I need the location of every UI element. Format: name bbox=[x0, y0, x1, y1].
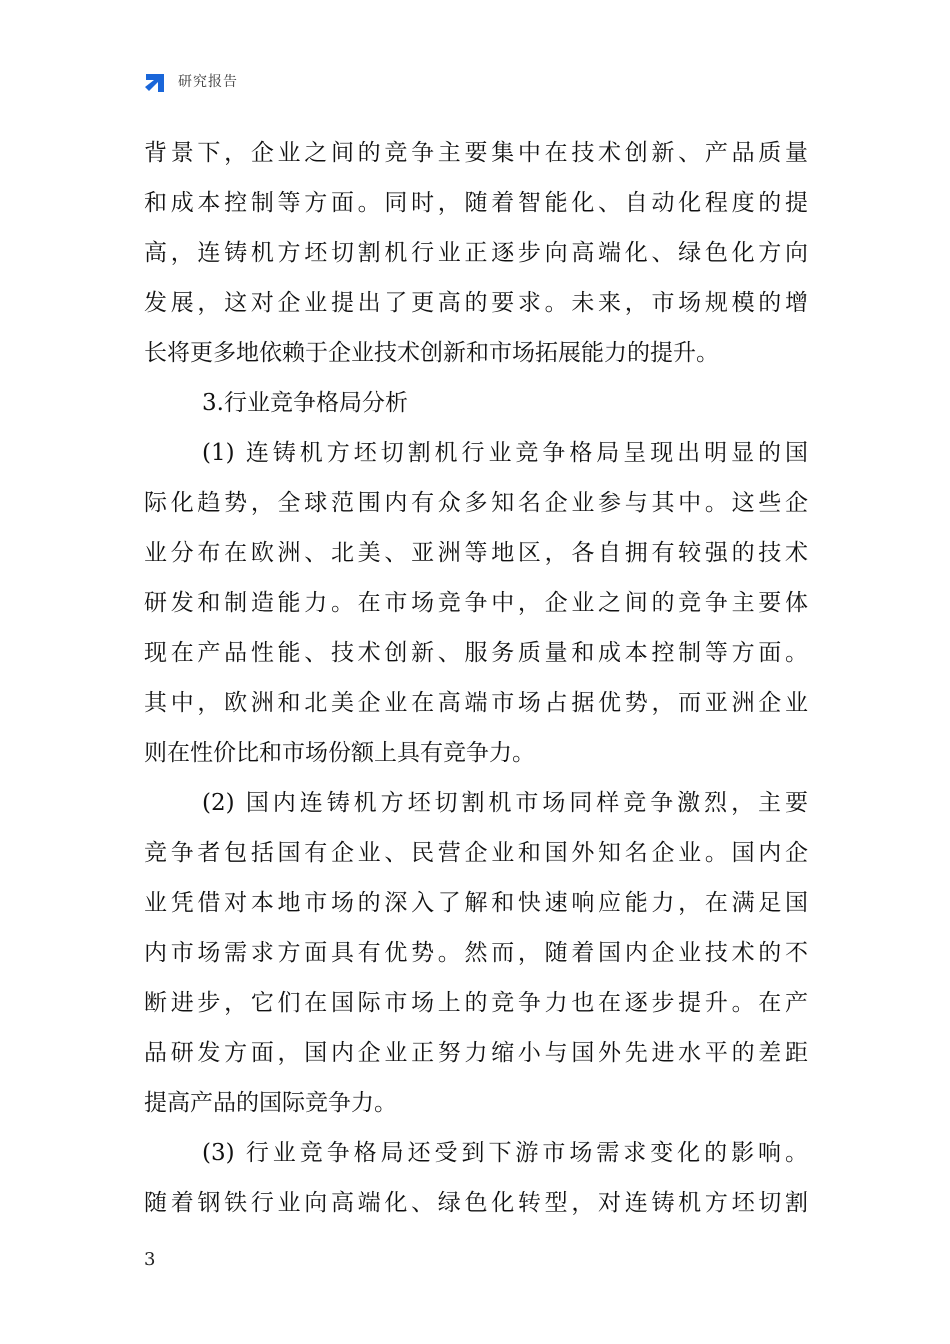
paragraph-line: 业分布在欧洲、北美、亚洲等地区，各自拥有较强的技术 bbox=[144, 540, 808, 566]
paragraph-line: 际化趋势，全球范围内有众多知名企业参与其中。这些企 bbox=[144, 490, 808, 516]
paragraph-line: 背景下，企业之间的竞争主要集中在技术创新、产品质量 bbox=[144, 140, 808, 166]
paragraph-line: 高，连铸机方坯切割机行业正逐步向高端化、绿色化方向 bbox=[144, 240, 808, 266]
brand-logo-icon bbox=[144, 68, 170, 94]
header-brand-text: 研究报告 bbox=[178, 74, 238, 90]
section-heading: 3.行业竞争格局分析 bbox=[202, 390, 408, 416]
paragraph-line: 现在产品性能、技术创新、服务质量和成本控制等方面。 bbox=[144, 640, 808, 666]
page-header bbox=[144, 66, 238, 96]
paragraph-line: 业凭借对本地市场的深入了解和快速响应能力，在满足国 bbox=[144, 890, 808, 916]
paragraph-line: (1) 连铸机方坯切割机行业竞争格局呈现出明显的国 bbox=[202, 440, 808, 466]
paragraph-line: 长将更多地依赖于企业技术创新和市场拓展能力的提升。 bbox=[144, 340, 719, 366]
document-body bbox=[144, 128, 808, 1228]
paragraph-line: 发展，这对企业提出了更高的要求。未来，市场规模的增 bbox=[144, 290, 808, 316]
paragraph-line: 内市场需求方面具有优势。然而，随着国内企业技术的不 bbox=[144, 940, 808, 966]
paragraph-line: 品研发方面，国内企业正努力缩小与国外先进水平的差距 bbox=[144, 1040, 808, 1066]
paragraph-line: (2) 国内连铸机方坯切割机市场同样竞争激烈，主要 bbox=[202, 790, 808, 816]
paragraph-line: 随着钢铁行业向高端化、绿色化转型，对连铸机方坯切割 bbox=[144, 1190, 808, 1216]
paragraph-line: 和成本控制等方面。同时，随着智能化、自动化程度的提 bbox=[144, 190, 808, 216]
paragraph-line: 提高产品的国际竞争力。 bbox=[144, 1090, 397, 1116]
paragraph-line: 研发和制造能力。在市场竞争中，企业之间的竞争主要体 bbox=[144, 590, 808, 616]
page-number: 3 bbox=[144, 1249, 156, 1270]
paragraph-line: (3) 行业竞争格局还受到下游市场需求变化的影响。 bbox=[202, 1140, 808, 1166]
paragraph-line: 断进步，它们在国际市场上的竞争力也在逐步提升。在产 bbox=[144, 990, 808, 1016]
paragraph-line: 竞争者包括国有企业、民营企业和国外知名企业。国内企 bbox=[144, 840, 808, 866]
paragraph-line: 则在性价比和市场份额上具有竞争力。 bbox=[144, 740, 535, 766]
paragraph-line: 其中，欧洲和北美企业在高端市场占据优势，而亚洲企业 bbox=[144, 690, 808, 716]
